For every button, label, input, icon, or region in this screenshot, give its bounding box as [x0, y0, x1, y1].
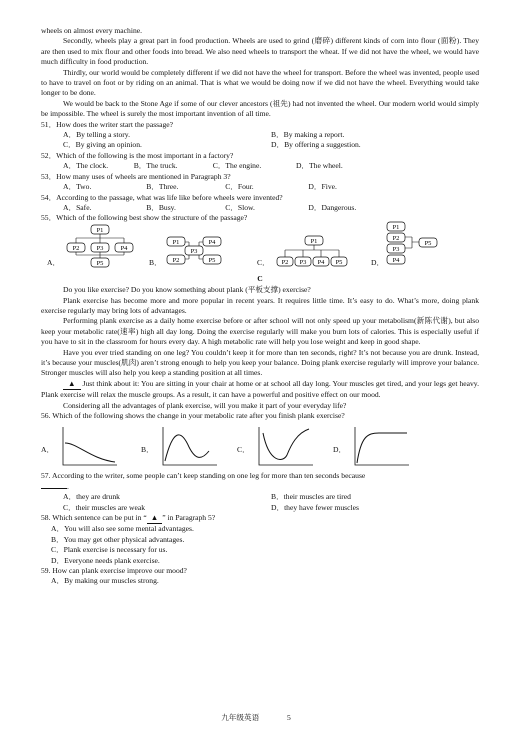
q54-options — [63, 203, 479, 213]
q55-diagram-c[interactable] — [271, 234, 361, 270]
q58-option-b[interactable]: B．You may get other physical advantages. — [51, 534, 185, 544]
q59-option-a[interactable]: A．By making our muscles strong. — [51, 576, 159, 586]
diagram-d-p5: P5 — [424, 239, 432, 247]
diagram-a-p3: P3 — [96, 244, 104, 252]
q51-option-a[interactable]: A．By telling a story. — [63, 130, 131, 140]
q51-option-b[interactable]: B．By making a report. — [271, 130, 345, 140]
q57-option-d[interactable]: D．they have fewer muscles — [271, 502, 359, 512]
diagram-c-p2: P2 — [281, 258, 289, 266]
q54-option-a[interactable]: A．Safe. — [63, 202, 92, 212]
diagram-d-p2: P2 — [392, 234, 400, 242]
passage-c-p3: Performing plank exercise as a daily home exercise before or after school will not only speed up your metabolism(新陈代谢), but also keep your metabolic rate(速率) high all day long. Doing the exercise regularly will make you burn lots of calories. This is especially useful if you have to sit in the classroom for hours every day. A high metabolic rate will help you lose weight and keep in good shape. — [41, 316, 479, 347]
q57-stem-text: 57. According to the writer, some people can’t keep standing on one leg for more than ten seconds because — [41, 471, 366, 481]
diagram-c-p3: P3 — [299, 258, 307, 266]
q56-graph-d[interactable] — [349, 425, 411, 469]
passage-b-p1-cont: wheels on almost every machine. — [41, 26, 143, 35]
q55-option-d-label[interactable]: D． — [371, 257, 385, 267]
q55-stem: 55．Which of the following best show the structure of the passage? — [41, 213, 248, 223]
q56-graphs — [41, 421, 479, 471]
passage-c-p1: Do you like exercise? Do you know something about plank (平板支撑) exercise? — [63, 285, 311, 295]
q58-option-c[interactable]: C．Plank exercise is necessary for us. — [51, 545, 168, 555]
diagram-c-p5: P5 — [335, 258, 343, 266]
diagram-a-p5: P5 — [96, 259, 104, 267]
diagram-a-p2: P2 — [72, 244, 80, 252]
q56-option-b-label[interactable]: B． — [141, 445, 154, 455]
q58-option-d[interactable]: D．Everyone needs plank exercise. — [51, 555, 160, 565]
diagram-d-p3: P3 — [392, 245, 400, 253]
passage-c-p2: Plank exercise has become more and more popular in recent years. It requires little time. It’s easy to do. What’s more, doing plank exercise regularly may bring lots of advantages. — [41, 295, 479, 315]
q58-stem-pre: 58. Which sentence can be put in “ — [41, 513, 147, 523]
passage-b-p4: We would be back to the Stone Age if some of our clever ancestors (祖先) had not invented the wheel. Our modern world would simply be impossible. The wheel is surely the most important invention of all time. — [41, 98, 479, 119]
diagram-a-p1: P1 — [96, 226, 104, 234]
diagram-b-p2: P2 — [172, 256, 180, 264]
q54-option-d[interactable]: D．Dangerous. — [308, 202, 357, 212]
q55-option-a-label[interactable]: A． — [47, 257, 61, 267]
q54-stem: 54．According to the passage, what was life like before wheels were invented? — [41, 192, 283, 202]
q53-option-a[interactable]: A．Two. — [63, 182, 92, 192]
q52-stem: 52．Which of the following is the most important in a factory? — [41, 150, 234, 160]
diagram-c-p1: P1 — [310, 237, 318, 245]
q58-stem-post: ” in Paragraph 5? — [162, 513, 216, 523]
q57-blank — [41, 488, 67, 489]
q51-options — [63, 130, 479, 140]
diagram-a-p4: P4 — [120, 244, 128, 252]
q56-option-c-label[interactable]: C． — [237, 445, 250, 455]
page-footer — [0, 712, 512, 723]
exam-page — [41, 26, 479, 587]
q51-stem: 51．How does the writer start the passage? — [41, 119, 174, 129]
passage-c-p6: Considering all the advantages of plank exercise, will you make it part of your everyday life? — [63, 400, 347, 410]
q57-option-b[interactable]: B．their muscles are tired — [271, 492, 351, 502]
q53-option-d[interactable]: D．Five. — [308, 182, 337, 192]
q57-option-c[interactable]: C．their muscles are weak — [63, 502, 146, 512]
q57-options-2 — [63, 503, 479, 513]
passage-b-p3: Thirdly, our world would be completely different if we did not have the wheel for transport. Before the wheel was invented, people used to have to travel on foot or by riding on an animal. That is what we would be doing now if we did not have the wheel. Everything would take longer to be done. — [41, 67, 479, 98]
q53-stem: 53．How many uses of wheels are mentioned in Paragraph 3? — [41, 171, 231, 181]
section-c-heading: C — [257, 273, 263, 283]
q57-options — [63, 492, 479, 502]
q55-diagram-d[interactable] — [385, 220, 445, 270]
footer-label: 九年级英语 — [221, 713, 260, 722]
q55-option-c-label[interactable]: C． — [257, 257, 270, 267]
diagram-b-p3: P3 — [190, 247, 198, 255]
diagram-b-p1: P1 — [172, 238, 180, 246]
q56-option-a-label[interactable]: A． — [41, 445, 55, 455]
q52-option-a[interactable]: A．The clock. — [63, 161, 109, 171]
q52-option-c[interactable]: C．The engine. — [212, 161, 262, 171]
diagram-d-p1: P1 — [392, 223, 400, 231]
q59-stem: 59. How can plank exercise improve our mood? — [41, 566, 187, 576]
q54-option-b[interactable]: B．Busy. — [146, 202, 176, 212]
diagram-b-p5: P5 — [208, 256, 216, 264]
page-number: 5 — [286, 713, 291, 722]
q58-stem — [41, 513, 479, 524]
q52-option-b[interactable]: B．The truck. — [133, 161, 178, 171]
q51-options-2 — [63, 140, 479, 150]
q58-stem-mark: ▲ — [147, 513, 163, 524]
q54-option-c[interactable]: C．Slow. — [225, 202, 255, 212]
q52-option-d[interactable]: D．The wheel. — [295, 161, 343, 171]
q57-stem-tail: . — [67, 481, 69, 491]
passage-c-p5 — [41, 379, 479, 401]
diagram-d-p4: P4 — [392, 256, 400, 264]
q57-stem — [41, 471, 479, 492]
q55-diagram-b[interactable] — [163, 234, 233, 270]
q58-option-a[interactable]: A．You will also see some mental advantages. — [51, 524, 194, 534]
q57-option-a[interactable]: A．they are drunk — [63, 492, 120, 502]
q53-option-b[interactable]: B．Three. — [146, 182, 179, 192]
q56-option-d-label[interactable]: D． — [333, 445, 347, 455]
q51-option-c[interactable]: C．By giving an opinion. — [63, 140, 142, 150]
answer-blank: ▲ — [63, 379, 81, 390]
q56-graph-a[interactable] — [57, 425, 119, 469]
q56-graph-c[interactable] — [253, 425, 315, 469]
diagram-c-p4: P4 — [317, 258, 325, 266]
q51-option-d[interactable]: D．By offering a suggestion. — [271, 140, 361, 150]
passage-c-p4: Have you ever tried standing on one leg? You couldn’t keep it for more than ten seconds, right? It’s not because you are drunk. Instead, it’s because your muscles(肌肉) aren’t strong enough to help you keep your balance. Doing plank exercise regularly will improve your balance. Stronger muscles will also help you keep a standing position at all times. — [41, 347, 479, 378]
q55-diagrams — [41, 224, 479, 272]
q55-diagram-a[interactable] — [61, 224, 141, 268]
passage-b-p2: Secondly, wheels play a great part in food production. Wheels are used to grind (磨碎) different kinds of corn into flour (面粉). They are then used to mix flour and other foods into bread. We also need wheels to transport the wheat. If we did not have the wheel, we would have much difficulty in food production. — [41, 36, 479, 67]
q56-stem: 56. Which of the following shows the change in your metabolic rate after you finish plank exercise? — [41, 411, 345, 420]
q56-graph-b[interactable] — [157, 425, 219, 469]
q53-option-c[interactable]: C．Four. — [225, 182, 254, 192]
diagram-b-p4: P4 — [208, 238, 216, 246]
q55-option-b-label[interactable]: B． — [149, 257, 162, 267]
q53-options — [63, 182, 479, 192]
passage-c-p5-text: Just think about it: You are sitting in your chair at home or at school all day long. Your muscles get tired, and your legs get heavy. Plank exercise will relax the muscle groups. As a result, it can have a powerful and positive effect on our mood. — [41, 378, 479, 400]
q52-options — [63, 161, 479, 171]
